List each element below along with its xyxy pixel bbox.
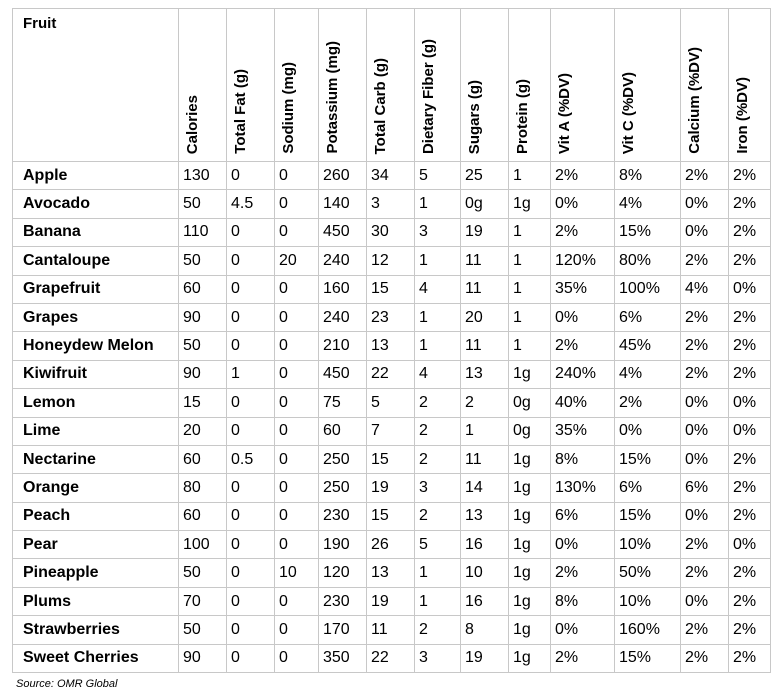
value-cell: 19 — [461, 644, 509, 672]
header-row — [13, 9, 771, 162]
value-cell: 0 — [275, 360, 319, 388]
value-cell: 1 — [415, 559, 461, 587]
column-header — [367, 9, 415, 162]
value-cell: 0% — [615, 417, 681, 445]
value-cell: 1 — [415, 303, 461, 331]
value-cell: 70 — [179, 587, 227, 615]
value-cell: 1 — [415, 247, 461, 275]
value-cell: 4 — [415, 275, 461, 303]
fruit-name-cell: Honeydew Melon — [13, 332, 179, 360]
value-cell: 0 — [227, 474, 275, 502]
value-cell: 50 — [179, 247, 227, 275]
value-cell: 8% — [615, 162, 681, 190]
value-cell: 1g — [509, 190, 551, 218]
value-cell: 50 — [179, 559, 227, 587]
value-cell: 4% — [681, 275, 729, 303]
value-cell: 4% — [615, 360, 681, 388]
value-cell: 10 — [275, 559, 319, 587]
value-cell: 0 — [227, 417, 275, 445]
value-cell: 11 — [367, 616, 415, 644]
table-row — [13, 247, 771, 275]
value-cell: 8% — [551, 587, 615, 615]
value-cell: 0 — [275, 445, 319, 473]
value-cell: 13 — [461, 360, 509, 388]
table-row — [13, 190, 771, 218]
table-row — [13, 445, 771, 473]
value-cell: 0% — [681, 587, 729, 615]
value-cell: 2% — [729, 559, 771, 587]
value-cell: 0% — [729, 531, 771, 559]
fruit-name-cell: Pear — [13, 531, 179, 559]
value-cell: 160 — [319, 275, 367, 303]
value-cell: 90 — [179, 644, 227, 672]
value-cell: 0 — [275, 218, 319, 246]
value-cell: 0 — [227, 275, 275, 303]
value-cell: 16 — [461, 587, 509, 615]
value-cell: 60 — [179, 275, 227, 303]
value-cell: 0 — [227, 644, 275, 672]
fruit-name-cell: Avocado — [13, 190, 179, 218]
value-cell: 2 — [415, 616, 461, 644]
value-cell: 0% — [681, 445, 729, 473]
value-cell: 6% — [615, 303, 681, 331]
value-cell: 1g — [509, 531, 551, 559]
value-cell: 1g — [509, 587, 551, 615]
fruit-name-cell: Nectarine — [13, 445, 179, 473]
value-cell: 0 — [275, 587, 319, 615]
value-cell: 1 — [509, 162, 551, 190]
value-cell: 10% — [615, 587, 681, 615]
table-row — [13, 275, 771, 303]
value-cell: 13 — [461, 502, 509, 530]
value-cell: 2% — [551, 559, 615, 587]
value-cell: 0% — [551, 531, 615, 559]
column-header-label: Sodium (mg) — [280, 62, 297, 154]
value-cell: 0 — [227, 162, 275, 190]
fruit-name-cell: Banana — [13, 218, 179, 246]
value-cell: 0 — [275, 332, 319, 360]
value-cell: 0g — [461, 190, 509, 218]
fruit-name-cell: Apple — [13, 162, 179, 190]
value-cell: 0 — [275, 190, 319, 218]
fruit-name-cell: Orange — [13, 474, 179, 502]
value-cell: 2% — [681, 303, 729, 331]
value-cell: 2 — [415, 389, 461, 417]
value-cell: 2% — [729, 247, 771, 275]
value-cell: 34 — [367, 162, 415, 190]
nutrition-table-container — [12, 8, 770, 673]
value-cell: 450 — [319, 218, 367, 246]
fruit-name-cell: Peach — [13, 502, 179, 530]
value-cell: 19 — [367, 587, 415, 615]
value-cell: 190 — [319, 531, 367, 559]
value-cell: 90 — [179, 360, 227, 388]
value-cell: 260 — [319, 162, 367, 190]
value-cell: 0 — [227, 247, 275, 275]
value-cell: 1g — [509, 559, 551, 587]
value-cell: 230 — [319, 502, 367, 530]
value-cell: 90 — [179, 303, 227, 331]
value-cell: 0% — [681, 218, 729, 246]
value-cell: 130 — [179, 162, 227, 190]
value-cell: 1g — [509, 616, 551, 644]
value-cell: 16 — [461, 531, 509, 559]
value-cell: 2% — [729, 616, 771, 644]
table-row — [13, 389, 771, 417]
value-cell: 1g — [509, 502, 551, 530]
table-row — [13, 502, 771, 530]
fruit-name-cell: Sweet Cherries — [13, 644, 179, 672]
value-cell: 5 — [415, 162, 461, 190]
value-cell: 0% — [729, 389, 771, 417]
fruit-name-cell: Strawberries — [13, 616, 179, 644]
value-cell: 50 — [179, 616, 227, 644]
value-cell: 5 — [415, 531, 461, 559]
fruit-name-cell: Cantaloupe — [13, 247, 179, 275]
value-cell: 0 — [275, 502, 319, 530]
value-cell: 35% — [551, 417, 615, 445]
value-cell: 10 — [461, 559, 509, 587]
value-cell: 210 — [319, 332, 367, 360]
fruit-name-cell: Grapes — [13, 303, 179, 331]
value-cell: 15% — [615, 218, 681, 246]
column-header-label: Total Fat (g) — [232, 69, 249, 154]
value-cell: 5 — [367, 389, 415, 417]
value-cell: 0 — [275, 162, 319, 190]
value-cell: 0 — [275, 275, 319, 303]
value-cell: 2% — [729, 474, 771, 502]
value-cell: 2% — [681, 644, 729, 672]
table-row — [13, 332, 771, 360]
value-cell: 60 — [179, 502, 227, 530]
value-cell: 1g — [509, 445, 551, 473]
value-cell: 25 — [461, 162, 509, 190]
value-cell: 19 — [367, 474, 415, 502]
value-cell: 15% — [615, 644, 681, 672]
value-cell: 45% — [615, 332, 681, 360]
value-cell: 0g — [509, 417, 551, 445]
fruit-name-cell: Plums — [13, 587, 179, 615]
fruit-name-cell: Grapefruit — [13, 275, 179, 303]
value-cell: 22 — [367, 360, 415, 388]
value-cell: 6% — [615, 474, 681, 502]
value-cell: 26 — [367, 531, 415, 559]
value-cell: 0% — [681, 389, 729, 417]
value-cell: 4% — [615, 190, 681, 218]
column-header — [275, 9, 319, 162]
value-cell: 450 — [319, 360, 367, 388]
value-cell: 1g — [509, 644, 551, 672]
value-cell: 240% — [551, 360, 615, 388]
column-header-label: Protein (g) — [514, 79, 531, 154]
value-cell: 2 — [415, 502, 461, 530]
value-cell: 0 — [275, 303, 319, 331]
value-cell: 2% — [729, 332, 771, 360]
value-cell: 1 — [415, 587, 461, 615]
value-cell: 1 — [461, 417, 509, 445]
table-row — [13, 531, 771, 559]
value-cell: 30 — [367, 218, 415, 246]
value-cell: 3 — [415, 474, 461, 502]
column-header — [681, 9, 729, 162]
table-row — [13, 417, 771, 445]
value-cell: 110 — [179, 218, 227, 246]
value-cell: 1g — [509, 474, 551, 502]
column-header-label: Calories — [184, 94, 201, 154]
value-cell: 19 — [461, 218, 509, 246]
column-header-label: Potassium (mg) — [324, 41, 341, 154]
value-cell: 0% — [729, 417, 771, 445]
value-cell: 40% — [551, 389, 615, 417]
value-cell: 0% — [681, 417, 729, 445]
table-row — [13, 559, 771, 587]
column-header — [415, 9, 461, 162]
value-cell: 0 — [275, 616, 319, 644]
value-cell: 240 — [319, 247, 367, 275]
value-cell: 1 — [227, 360, 275, 388]
value-cell: 1 — [509, 247, 551, 275]
value-cell: 0 — [227, 616, 275, 644]
value-cell: 2% — [681, 360, 729, 388]
fruit-name-cell: Lime — [13, 417, 179, 445]
value-cell: 11 — [461, 247, 509, 275]
fruit-name-cell: Pineapple — [13, 559, 179, 587]
table-row — [13, 162, 771, 190]
value-cell: 2% — [729, 360, 771, 388]
value-cell: 1 — [509, 275, 551, 303]
value-cell: 2% — [681, 531, 729, 559]
value-cell: 1g — [509, 360, 551, 388]
value-cell: 15% — [615, 502, 681, 530]
value-cell: 7 — [367, 417, 415, 445]
value-cell: 2% — [551, 162, 615, 190]
value-cell: 6% — [681, 474, 729, 502]
column-header — [461, 9, 509, 162]
value-cell: 250 — [319, 445, 367, 473]
value-cell: 2% — [729, 502, 771, 530]
value-cell: 2% — [551, 644, 615, 672]
column-header — [179, 9, 227, 162]
value-cell: 160% — [615, 616, 681, 644]
value-cell: 20 — [179, 417, 227, 445]
value-cell: 2% — [681, 162, 729, 190]
value-cell: 2% — [729, 644, 771, 672]
value-cell: 50 — [179, 190, 227, 218]
value-cell: 2% — [729, 303, 771, 331]
value-cell: 0 — [275, 389, 319, 417]
value-cell: 240 — [319, 303, 367, 331]
table-row — [13, 303, 771, 331]
value-cell: 12 — [367, 247, 415, 275]
value-cell: 230 — [319, 587, 367, 615]
value-cell: 10% — [615, 531, 681, 559]
value-cell: 1 — [509, 332, 551, 360]
value-cell: 3 — [415, 218, 461, 246]
value-cell: 50% — [615, 559, 681, 587]
value-cell: 15 — [367, 502, 415, 530]
value-cell: 0% — [681, 190, 729, 218]
value-cell: 75 — [319, 389, 367, 417]
value-cell: 2% — [681, 616, 729, 644]
value-cell: 130% — [551, 474, 615, 502]
table-row — [13, 644, 771, 672]
value-cell: 13 — [367, 332, 415, 360]
value-cell: 2 — [415, 445, 461, 473]
table-row — [13, 360, 771, 388]
table-row — [13, 474, 771, 502]
column-header — [615, 9, 681, 162]
table-row — [13, 587, 771, 615]
value-cell: 2% — [681, 332, 729, 360]
value-cell: 0 — [227, 559, 275, 587]
value-cell: 11 — [461, 445, 509, 473]
value-cell: 0 — [227, 218, 275, 246]
value-cell: 2% — [729, 190, 771, 218]
value-cell: 0 — [227, 303, 275, 331]
value-cell: 2 — [415, 417, 461, 445]
value-cell: 35% — [551, 275, 615, 303]
value-cell: 0 — [275, 531, 319, 559]
column-header-label: Vit C (%DV) — [620, 71, 637, 154]
column-header — [551, 9, 615, 162]
value-cell: 20 — [461, 303, 509, 331]
value-cell: 2% — [729, 218, 771, 246]
value-cell: 13 — [367, 559, 415, 587]
column-header — [319, 9, 367, 162]
fruit-column-header: Fruit — [13, 9, 179, 162]
value-cell: 2 — [461, 389, 509, 417]
value-cell: 2% — [615, 389, 681, 417]
value-cell: 60 — [179, 445, 227, 473]
value-cell: 15 — [367, 445, 415, 473]
value-cell: 0 — [275, 417, 319, 445]
value-cell: 2% — [729, 587, 771, 615]
value-cell: 6% — [551, 502, 615, 530]
column-header-label: Total Carb (g) — [372, 57, 389, 154]
value-cell: 0% — [551, 190, 615, 218]
value-cell: 0% — [729, 275, 771, 303]
value-cell: 23 — [367, 303, 415, 331]
value-cell: 350 — [319, 644, 367, 672]
value-cell: 1 — [415, 332, 461, 360]
value-cell: 20 — [275, 247, 319, 275]
value-cell: 2% — [551, 332, 615, 360]
value-cell: 0 — [227, 502, 275, 530]
column-header-label: Calcium (%DV) — [686, 47, 703, 154]
table-body — [13, 162, 771, 673]
value-cell: 15 — [367, 275, 415, 303]
value-cell: 2% — [681, 559, 729, 587]
value-cell: 1 — [509, 303, 551, 331]
value-cell: 1 — [509, 218, 551, 246]
value-cell: 2% — [729, 162, 771, 190]
value-cell: 4 — [415, 360, 461, 388]
fruit-name-cell: Kiwifruit — [13, 360, 179, 388]
value-cell: 0.5 — [227, 445, 275, 473]
value-cell: 3 — [367, 190, 415, 218]
value-cell: 0 — [275, 474, 319, 502]
value-cell: 80% — [615, 247, 681, 275]
value-cell: 0% — [551, 616, 615, 644]
column-header-label: Dietary Fiber (g) — [420, 38, 437, 154]
value-cell: 140 — [319, 190, 367, 218]
value-cell: 8% — [551, 445, 615, 473]
value-cell: 0% — [681, 502, 729, 530]
value-cell: 0 — [227, 587, 275, 615]
value-cell: 1 — [415, 190, 461, 218]
value-cell: 22 — [367, 644, 415, 672]
value-cell: 11 — [461, 275, 509, 303]
value-cell: 0 — [227, 531, 275, 559]
value-cell: 100% — [615, 275, 681, 303]
value-cell: 170 — [319, 616, 367, 644]
fruit-name-cell: Lemon — [13, 389, 179, 417]
nutrition-table — [12, 8, 771, 673]
value-cell: 0 — [227, 332, 275, 360]
value-cell: 4.5 — [227, 190, 275, 218]
value-cell: 11 — [461, 332, 509, 360]
column-header-label: Vit A (%DV) — [556, 72, 573, 154]
column-header-label: Iron (%DV) — [734, 77, 751, 154]
value-cell: 8 — [461, 616, 509, 644]
column-header — [729, 9, 771, 162]
value-cell: 2% — [551, 218, 615, 246]
value-cell: 50 — [179, 332, 227, 360]
table-row — [13, 616, 771, 644]
value-cell: 0% — [551, 303, 615, 331]
value-cell: 0 — [227, 389, 275, 417]
source-note: Source: OMR Global — [16, 678, 118, 690]
value-cell: 0 — [275, 644, 319, 672]
value-cell: 60 — [319, 417, 367, 445]
value-cell: 15% — [615, 445, 681, 473]
value-cell: 15 — [179, 389, 227, 417]
column-header — [227, 9, 275, 162]
value-cell: 0g — [509, 389, 551, 417]
value-cell: 14 — [461, 474, 509, 502]
value-cell: 3 — [415, 644, 461, 672]
value-cell: 120% — [551, 247, 615, 275]
value-cell: 100 — [179, 531, 227, 559]
value-cell: 250 — [319, 474, 367, 502]
table-row — [13, 218, 771, 246]
value-cell: 2% — [729, 445, 771, 473]
column-header-label: Sugars (g) — [466, 79, 483, 154]
value-cell: 2% — [681, 247, 729, 275]
value-cell: 80 — [179, 474, 227, 502]
column-header — [509, 9, 551, 162]
value-cell: 120 — [319, 559, 367, 587]
